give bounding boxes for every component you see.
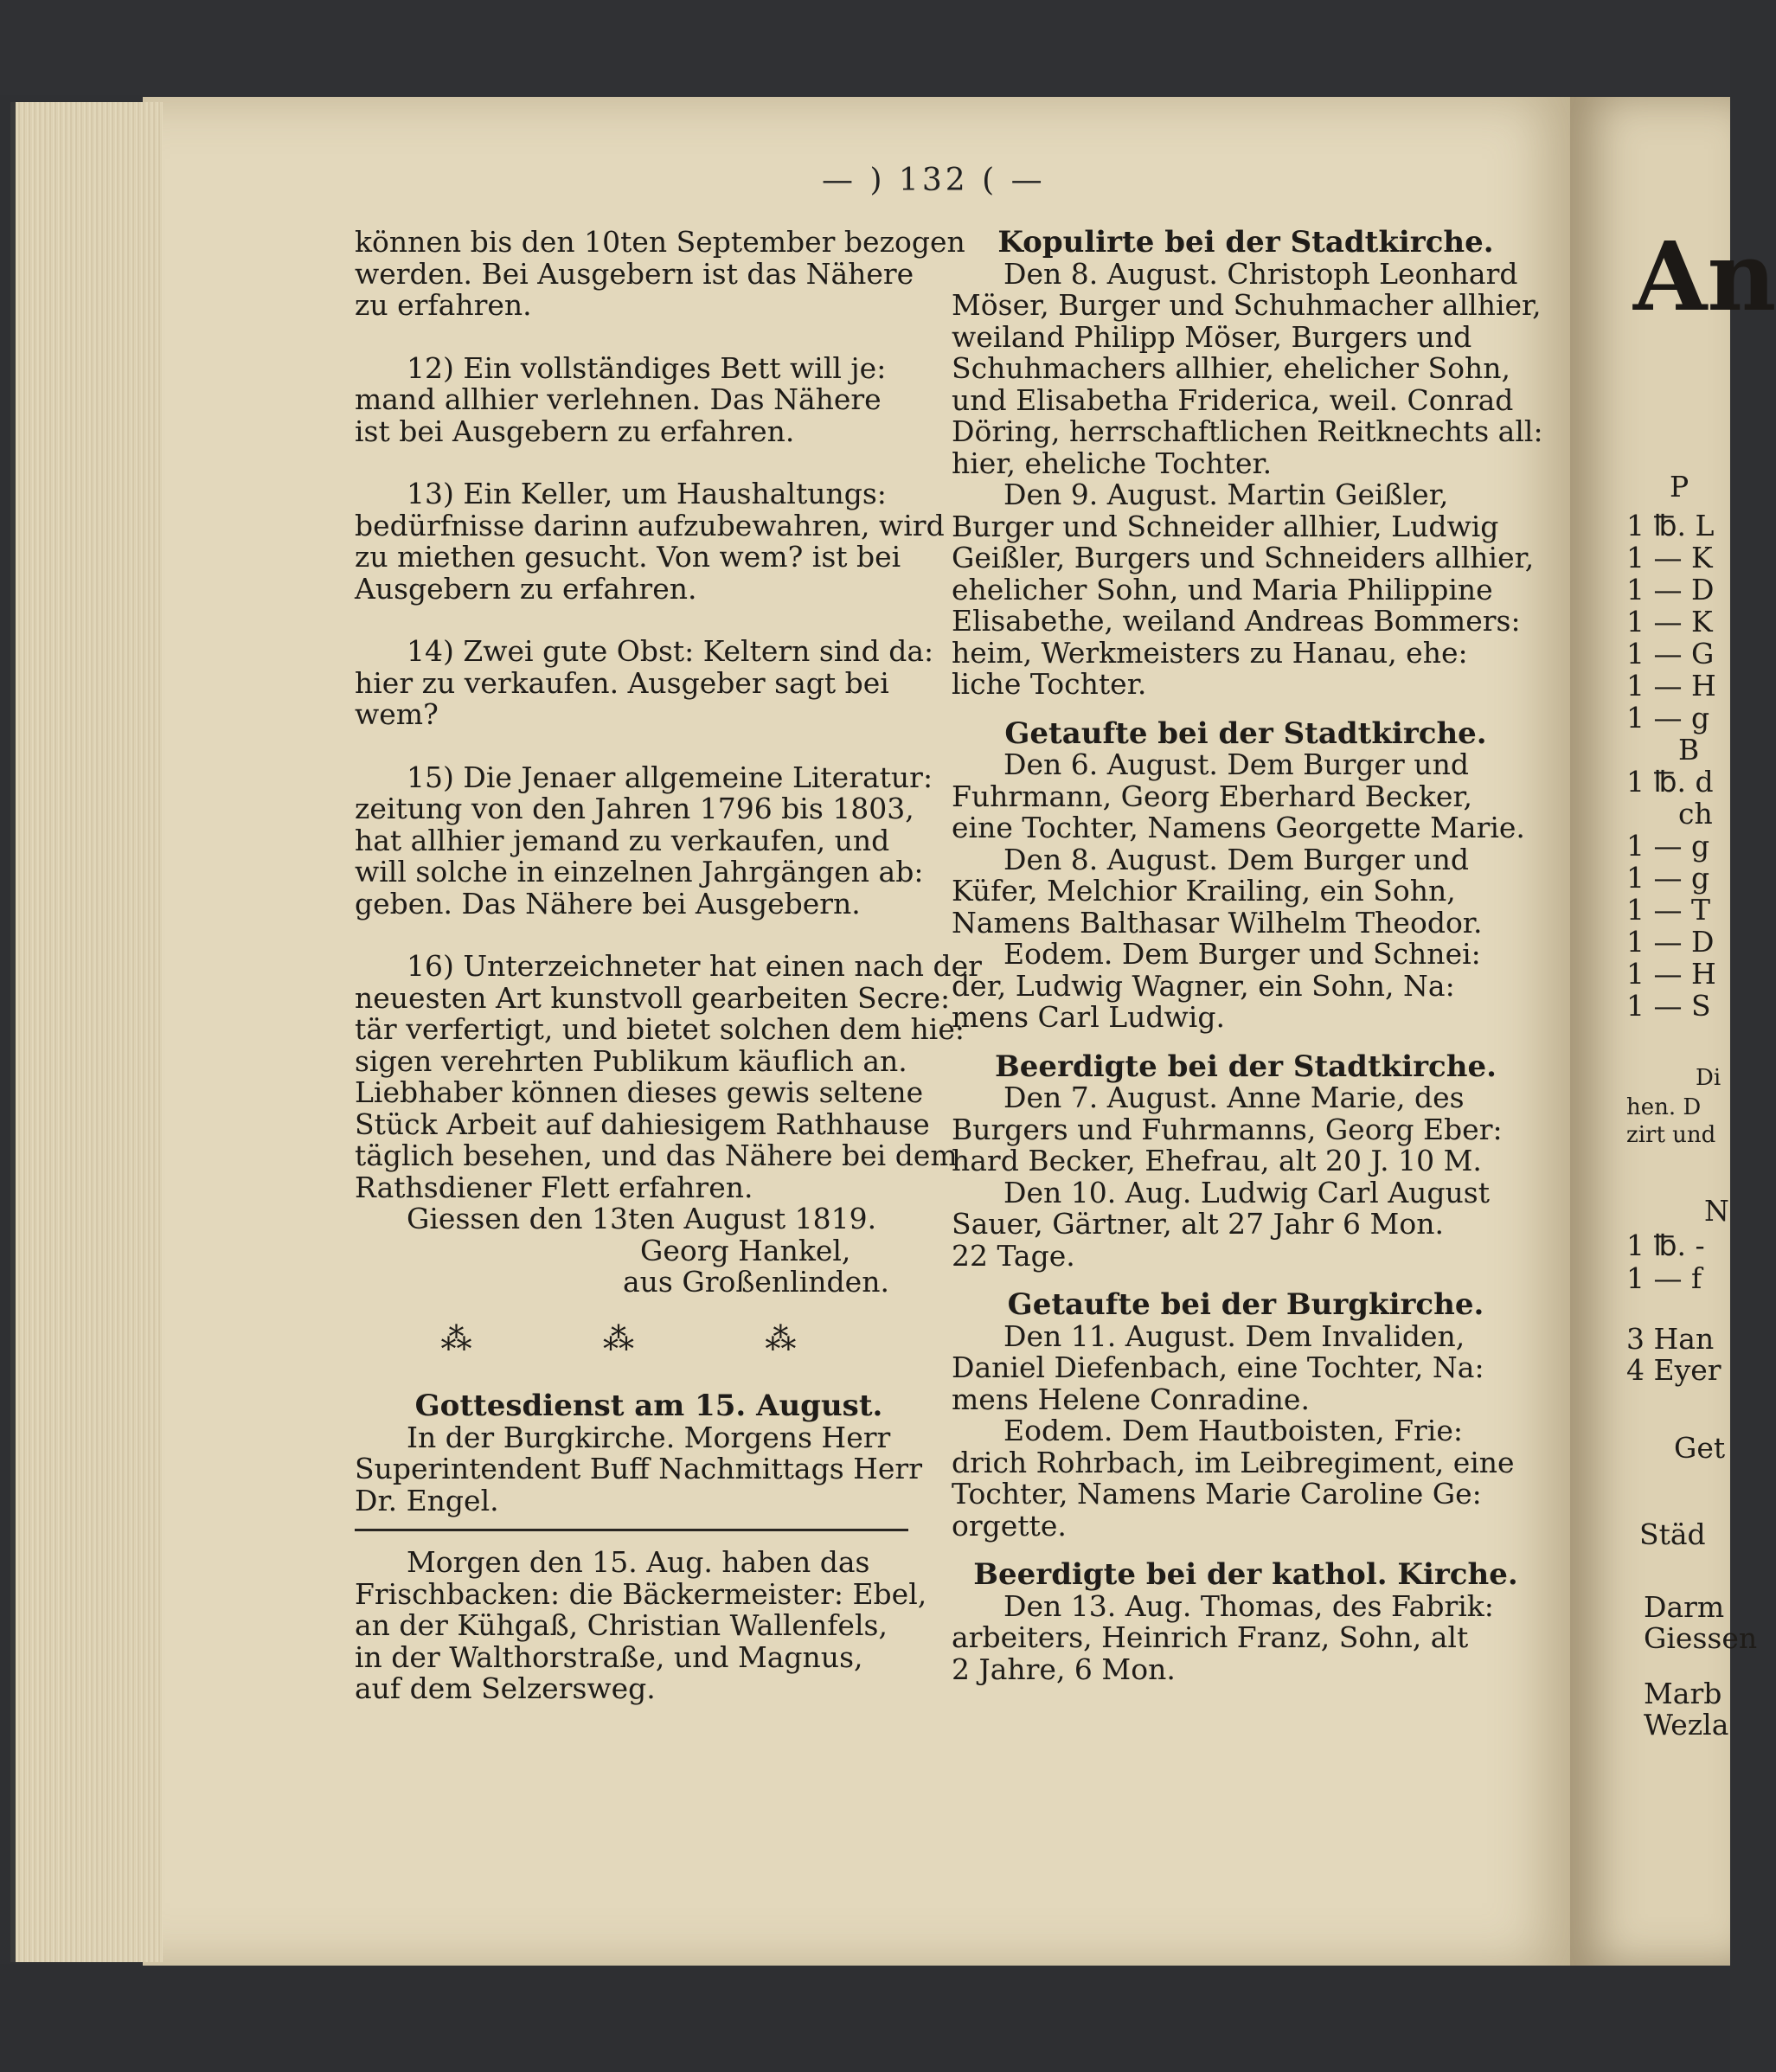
facing-fragment: 1 — K [1626, 541, 1713, 574]
ornament-divider: ⁂ ⁂ ⁂ [440, 1321, 857, 1357]
notice-15: 15) Die Jenaer allgemeine Literatur: zeitung von den Jahren 1796 bis 1803, hat allhier jemand zu verkaufen, und will solche in einzelnen Jahrgängen ab: geben. Das Nähere bei Ausgebern. [355, 760, 933, 921]
facing-fragment: Giessen [1644, 1621, 1758, 1655]
facing-page-title-fragment: An [1633, 221, 1776, 332]
section-heading: Beerdigte bei der Stadtkirche. [995, 1049, 1497, 1084]
signature-name: Georg Hankel, [640, 1233, 851, 1267]
facing-fragment: Di [1696, 1065, 1722, 1091]
baking-notice: Morgen den 15. Aug. haben das Frischbacken: die Bäckermeister: Ebel, an der Kühgaß, Christian Wallenfels, in der Walthorstraße, und Magnus, auf dem Selzersweg. [355, 1545, 927, 1705]
facing-fragment: Marb [1644, 1677, 1722, 1710]
facing-fragment: 1 ℔. - [1626, 1228, 1705, 1262]
facing-fragment: 1 — S [1626, 989, 1711, 1023]
section-getaufte-stadtkirche: Getaufte bei der Stadtkirche. Den 6. August. Dem Burger und Fuhrmann, Georg Eberhard Becker, eine Tochter, Namens Georgette Marie. Den 8. August. Dem Burger und Küfer, Melchior Krailing, ein Sohn, Namens Balthasar Wilhelm Theodor. Eodem. Dem Burger und Schnei: der, Ludwig Wagner, ein Sohn, Na: mens Carl Ludwig. [952, 718, 1540, 1034]
notice-16: 16) Unterzeichneter hat einen nach der neuesten Art kunstvoll gearbeiten Secre: tär verfertigt, und bietet solchen dem hie: sigen verehrten Publikum käuflich an. Liebhaber können dieses gewis seltene Stück Arbeit auf dahiesigem Rathhause täglich besehen, und das Nähere bei dem Rathsdiener Flett erfahren. Giessen den 13ten August 1819. Georg Hankel, aus Großenlinden. [355, 949, 982, 1299]
notice-14: 14) Zwei gute Obst: Keltern sind da: hier zu verkaufen. Ausgeber sagt bei wem? [355, 634, 934, 731]
facing-fragment: B [1678, 733, 1700, 767]
section-kopulirte: Kopulirte bei der Stadtkirche. Den 8. August. Christoph Leonhard Möser, Burger und Schuhmacher allhier, weiland Philipp Möser, Burgers und Schuhmachers allhier, ehelicher Sohn, und Elisabetha Friderica, weil. Conrad Döring, herrschaftlichen Reitknechts all: hier, eheliche Tochter. Den 9. August. Martin Geißler, Burger und Schneider allhier, Ludwig Geißler, Burgers und Schneiders allhier, ehelicher Sohn, und Maria Philippine Elisabethe, weiland Andreas Bommers: heim, Werkmeisters zu Hanau, ehe: liche Tochter. [952, 225, 1543, 701]
facing-fragment: 1 — K [1626, 605, 1713, 638]
service-heading: Gottesdienst am 15. August. [414, 1389, 883, 1423]
notice-12: 12) Ein vollständiges Bett will je: mand allhier verlehnen. Das Nähere ist bei Ausgebern zu erfahren. [355, 350, 887, 448]
facing-fragment: 4 Eyer [1626, 1353, 1722, 1387]
facing-fragment: Städ [1639, 1517, 1706, 1551]
scan-background-bottom [0, 1964, 1730, 2072]
page-number: — ) 132 ( — [822, 163, 1046, 198]
facing-fragment: 1 — H [1626, 669, 1716, 702]
facing-fragment: 1 — T [1626, 893, 1710, 927]
facing-fragment: 1 ℔. L [1626, 509, 1715, 542]
left-column [355, 225, 982, 1705]
facing-fragment: 1 — G [1626, 637, 1715, 670]
signature-place: aus Großenlinden. [623, 1265, 889, 1299]
section-getaufte-burgkirche: Getaufte bei der Burgkirche. Den 11. August. Dem Invaliden, Daniel Diefenbach, eine Tochter, Na: mens Helene Conradine. Eodem. Dem Hautboisten, Frie: drich Rohrbach, im Leibregiment, eine Tochter, Namens Marie Caroline Ge: orgette. [952, 1289, 1540, 1542]
section-heading: Getaufte bei der Burgkirche. [1007, 1287, 1484, 1322]
facing-fragment: Get [1674, 1431, 1726, 1465]
section-beerdigte-stadtkirche: Beerdigte bei der Stadtkirche. Den 7. August. Anne Marie, des Burgers und Fuhrmanns, Georg Eber: hard Becker, Ehefrau, alt 20 J. 10 M. Den 10. Aug. Ludwig Carl August Sauer, Gärtner, alt 27 Jahr 6 Mon. 22 Tage. [952, 1051, 1540, 1273]
facing-fragment: N [1704, 1194, 1729, 1228]
scan-background-top [0, 0, 1730, 95]
facing-fragment: 1 — D [1626, 925, 1715, 959]
notice-continued: können bis den 10ten September bezogen werden. Bei Ausgebern ist das Nähere zu erfahren. [355, 225, 965, 322]
facing-fragment: 3 Han [1626, 1322, 1715, 1356]
facing-fragment: Darm [1644, 1590, 1725, 1624]
facing-fragment: P [1670, 470, 1689, 504]
horizontal-rule [355, 1529, 908, 1531]
book-page-edges [10, 102, 163, 1962]
facing-fragment: 1 ℔. d [1626, 765, 1714, 799]
facing-fragment: ch [1678, 797, 1713, 831]
facing-fragment: 1 — f [1626, 1261, 1702, 1295]
facing-fragment: 1 — g [1626, 861, 1710, 895]
section-heading: Getaufte bei der Stadtkirche. [1004, 715, 1487, 751]
facing-fragment: Wezla [1644, 1708, 1729, 1742]
facing-fragment: 1 — g [1626, 701, 1710, 735]
facing-fragment: hen. D [1626, 1094, 1702, 1120]
notice-13: 13) Ein Keller, um Haushaltungs: bedürfnisse darinn aufzubewahren, wird zu miethen gesucht. Von wem? ist bei Ausgebern zu erfahren. [355, 477, 945, 606]
right-column [952, 225, 1543, 1703]
facing-fragment: 1 — H [1626, 957, 1716, 991]
facing-fragment: 1 — D [1626, 573, 1715, 606]
facing-fragment: 1 — g [1626, 829, 1710, 863]
facing-fragment: zirt und [1626, 1122, 1716, 1148]
section-heading: Beerdigte bei der kathol. Kirche. [973, 1557, 1518, 1592]
section-heading: Kopulirte bei der Stadtkirche. [997, 225, 1494, 260]
service-section: Gottesdienst am 15. August. In der Burgkirche. Morgens Herr Superintendent Buff Nachmittags Herr Dr. Engel. [355, 1390, 943, 1517]
section-beerdigte-kathol: Beerdigte bei der kathol. Kirche. Den 13. Aug. Thomas, des Fabrik: arbeiters, Heinrich Franz, Sohn, alt 2 Jahre, 6 Mon. [952, 1559, 1540, 1685]
date-line: Giessen den 13ten August 1819. [407, 1202, 877, 1235]
